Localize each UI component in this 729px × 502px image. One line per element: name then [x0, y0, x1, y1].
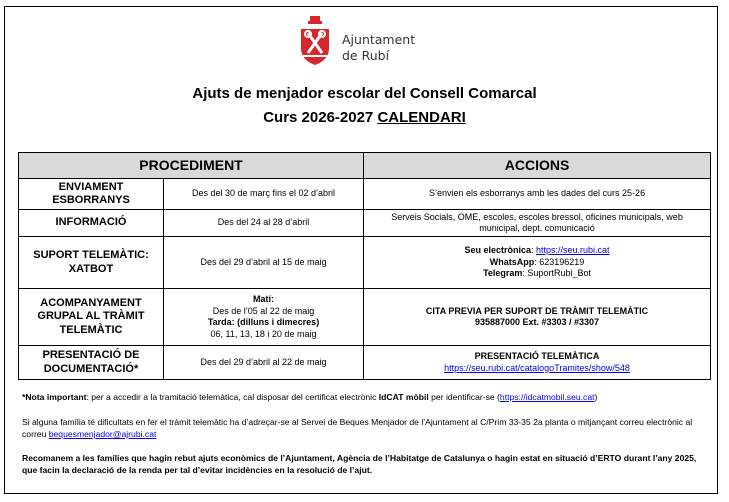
page-subtitle — [0, 109, 729, 126]
note-text: : per a accedir a la tramitació telemàtica, cal disposar del certificat electrònic — [86, 392, 379, 402]
row-date: Des del 30 de març fins el 02 d’abril — [164, 179, 364, 210]
label-line: ACOMPANYAMENT — [40, 296, 142, 309]
mati-label: Matí: — [253, 294, 274, 304]
ajuntament-logo — [298, 16, 418, 68]
logo-line2: de Rubí — [342, 48, 390, 63]
note-text: per identificar-se ( — [428, 392, 500, 402]
seu-link[interactable]: https://seu.rubi.cat — [536, 245, 610, 256]
subtitle-calendari: CALENDARI — [377, 109, 466, 126]
telegram-label: Telegram — [483, 268, 523, 279]
label-line: DOCUMENTACIÓ* — [43, 362, 139, 375]
note-important-label: *Nota important — [22, 392, 87, 402]
row-action: S’envien els esborranys amb les dades del curs 25-26 — [364, 179, 711, 210]
table-header-row — [19, 153, 711, 179]
action-line: CITA PREVIA PER SUPORT DE TRÀMIT TELEMÀTIC — [425, 305, 649, 316]
label-line: ESBORRANYS — [52, 194, 130, 206]
label-line: PRESENTACIÓ DE — [42, 349, 140, 361]
page-title: Ajuts de menjador escolar del Consell Comarcal — [192, 85, 537, 102]
note-recomanem: Recomanem a les famílies que hagin rebut ajuts econòmics de l’Ajuntament, Agència de l’Habitatge de Catalunya o hagin estat en situació d’ERTO durant l’any 2025, que facin la declaració de la renda per tal d’evitar incidències en la resolució de l’ajut. — [22, 453, 697, 475]
calendar-table — [18, 152, 711, 380]
mati-dates: Des de l’05 al 22 de maig — [212, 305, 315, 316]
tarda-dates: 06, 11, 13, 18 i 20 de maig — [210, 328, 317, 339]
presentacio-link[interactable]: https://seu.rubi.cat/catalogoTramites/show/548 — [444, 362, 630, 373]
row-action — [364, 237, 711, 289]
tarda-label: Tarda: (dilluns i dimecres) — [207, 317, 320, 327]
action-line: PRESENTACIÓ TELEMÀTICA — [474, 351, 600, 361]
rubi-shield-icon — [298, 16, 332, 66]
table-row — [19, 179, 711, 210]
note-text: ) — [594, 392, 598, 402]
row-label — [19, 237, 164, 289]
action-line: 935887000 Ext. #3303 / #3307 — [474, 317, 600, 327]
action-line: municipal, dept. comunicació — [479, 223, 595, 233]
row-date: Des del 29 d’abril al 22 de maig — [164, 346, 364, 380]
telegram-line — [368, 268, 706, 280]
row-label: INFORMACIÓ — [19, 210, 164, 237]
row-label — [19, 179, 164, 210]
row-date — [164, 289, 364, 346]
row-action — [364, 210, 711, 237]
email-link[interactable]: bequesmenjador@ajrubi.cat — [48, 429, 157, 439]
whatsapp-line — [368, 257, 706, 269]
telegram-value: : SuportRubi_Bot — [522, 268, 591, 279]
whatsapp-value: : 623196219 — [534, 256, 585, 267]
label-line: SUPORT TELEMÀTIC: — [33, 249, 149, 261]
logo-text — [342, 32, 415, 64]
table-row — [19, 210, 711, 237]
header-accions: ACCIONS — [364, 153, 711, 179]
label-line: GRUPAL AL TRÀMIT — [37, 310, 145, 323]
label-line: TELEMÀTIC — [59, 323, 123, 336]
row-action — [364, 346, 711, 380]
row-date: Des del 24 al 28 d’abril — [164, 210, 364, 237]
row-date: Des del 29 d’abril al 15 de maig — [164, 237, 364, 289]
note-important — [22, 391, 712, 403]
seu-line: Seu electrònica: https://seu.rubi.cat — [464, 245, 610, 256]
idcat-link[interactable]: https://idcatmobil.seu.cat — [499, 392, 595, 402]
label-line: XATBOT — [68, 262, 114, 275]
table-row — [19, 346, 711, 380]
row-action — [364, 289, 711, 346]
table-row — [19, 289, 711, 346]
label-line: ENVIAMENT — [58, 180, 124, 193]
seu-label: Seu electrònica — [464, 245, 531, 256]
note-idcat: IdCAT mòbil — [378, 392, 429, 402]
action-line: Serveis Socials, OME, escoles, escoles bressol, oficines municipals, web — [391, 211, 683, 222]
table-row — [19, 237, 711, 289]
row-label — [19, 346, 164, 380]
row-label — [19, 289, 164, 346]
note-text: Si alguna família té dificultats en fer el tràmit telemàtic ha d’adreçar-se al Servei de Beques Menjador de l’Ajuntament al C/Prim 33-35 2a planta o mitjançant correu electrònic al correu — [22, 417, 693, 439]
whatsapp-label: WhatsApp — [489, 256, 535, 267]
subtitle-prefix: Curs 2026-2027 — [263, 109, 378, 126]
logo-line1: Ajuntament — [342, 32, 416, 47]
header-procediment: PROCEDIMENT — [19, 153, 364, 179]
note-dificultats — [22, 416, 712, 440]
